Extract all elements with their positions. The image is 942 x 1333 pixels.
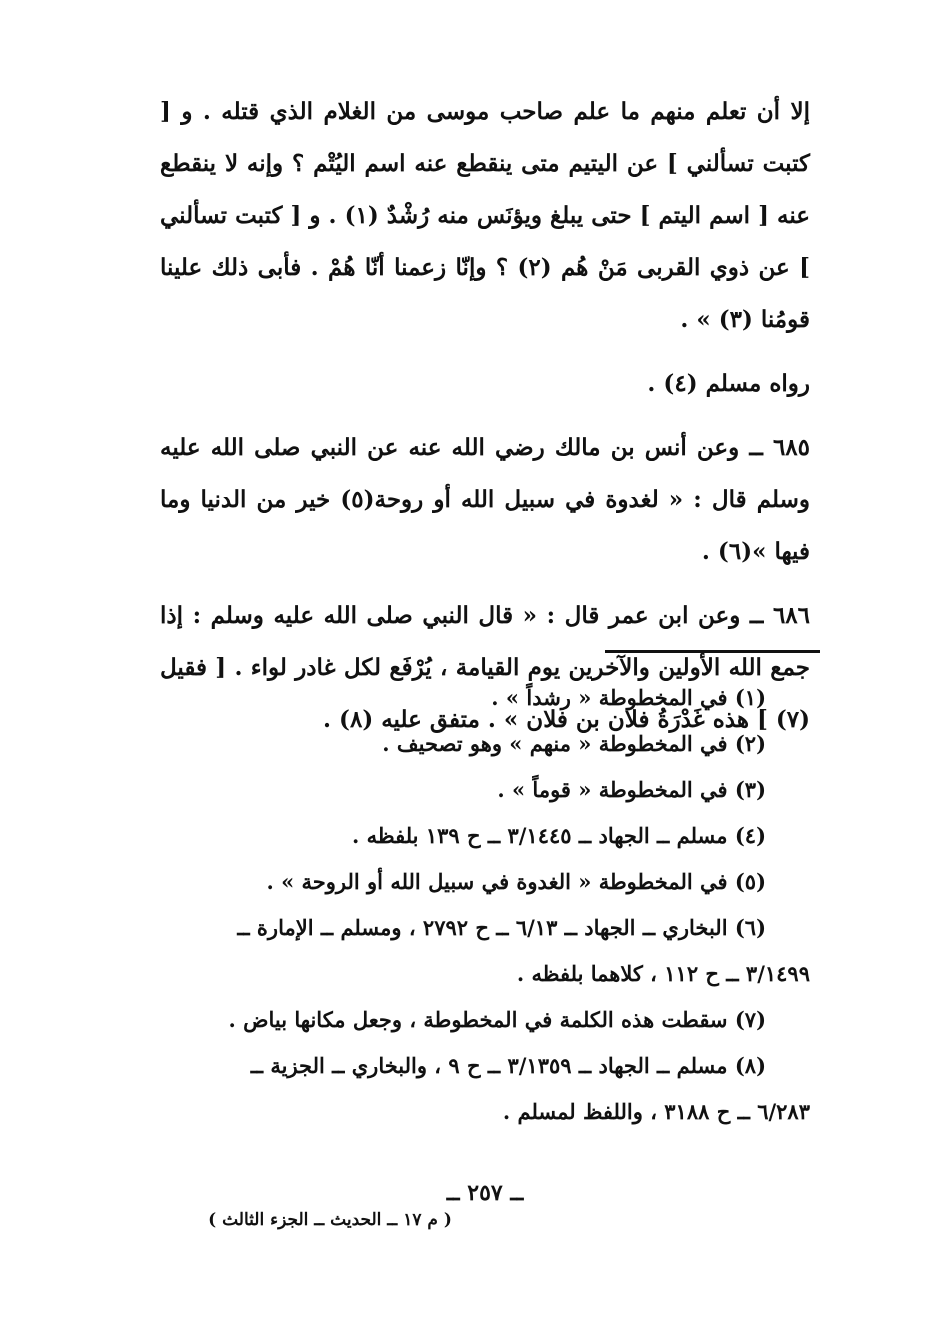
footnote-3: (٣) في المخطوطة « قوماً » . — [497, 777, 766, 802]
paragraph-hadith-685: ٦٨٥ ــ وعن أنس بن مالك رضي الله عنه عن النبي صلى الله عليه وسلم قال : « لغدوة في سبيل الله أو روحة(٥) خير من الدنيا وما فيها »(٦) . — [160, 434, 811, 565]
footnote-6-line-1: (٦) البخاري ــ الجهاد ــ ٦/١٣ ــ ح ٢٧٩٢ ، ومسلم ــ الإمارة ــ — [237, 915, 766, 940]
footnote-1: (١) في المخطوطة « رشداً » . — [491, 685, 766, 710]
footnote-7: (٧) سقطت هذه الكلمة في المخطوطة ، وجعل مكانها بياض . — [228, 1007, 766, 1032]
paragraph-hadith-continuation: إلا أن تعلم منهم ما علم صاحب موسى من الغلام الذي قتله . و [ كتبت تسألني ] عن اليتيم متى ينقطع عنه اسم اليُتْم ؟ وإنه لا ينقطع عنه [ اسم اليتم ] حتى يبلغ ويؤنَس منه رُشْدٌ (١) . و [ كتبت تسألني ] عن ذوي القربى مَنْ هُم (٢) ؟ وإنّا زعمنا أنّا هُمْ . فأبى ذلك علينا قومُنا (٣) » . — [160, 98, 810, 333]
paragraph-narration: رواه مسلم (٤) . — [647, 370, 810, 397]
footnote-8-line-2: ٦/٢٨٣ ــ ح ٣١٨٨ ، واللفظ لمسلم . — [502, 1099, 810, 1124]
paragraph-hadith-686: ٦٨٦ ــ وعن ابن عمر قال : « قال النبي صلى الله عليه وسلم : إذا جمع الله الأولين والآخرين يوم القيامة ، يُرْفَع لكل غادر لواء . [ فقيل (٧) ] هذه غَدْرَةُ فلان بن فلان » . متفق عليه (٨) . — [160, 602, 810, 733]
footnote-4: (٤) مسلم ــ الجهاد ــ ٣/١٤٤٥ ــ ح ١٣٩ بلفظه . — [351, 823, 766, 848]
printer-signature: ( م ١٧ ــ الحديث ــ الجزء الثالث ) — [208, 1210, 452, 1230]
page-number: ــ ٢٥٧ ــ — [446, 1180, 524, 1206]
footnotes — [160, 675, 810, 1135]
footnote-5: (٥) في المخطوطة « الغدوة في سبيل الله أو الروحة » . — [266, 869, 766, 894]
footnote-2: (٢) في المخطوطة « منهم » وهو تصحيف . — [382, 731, 766, 756]
footnote-8-line-1: (٨) مسلم ــ الجهاد ــ ٣/١٣٥٩ ــ ح ٩ ، والبخاري ــ الجزية ــ — [250, 1053, 766, 1078]
footnote-6-line-2: ٣/١٤٩٩ ــ ح ١١٢ ، كلاهما بلفظه . — [516, 961, 810, 986]
main-text — [160, 86, 810, 746]
footnote-divider — [605, 650, 820, 653]
